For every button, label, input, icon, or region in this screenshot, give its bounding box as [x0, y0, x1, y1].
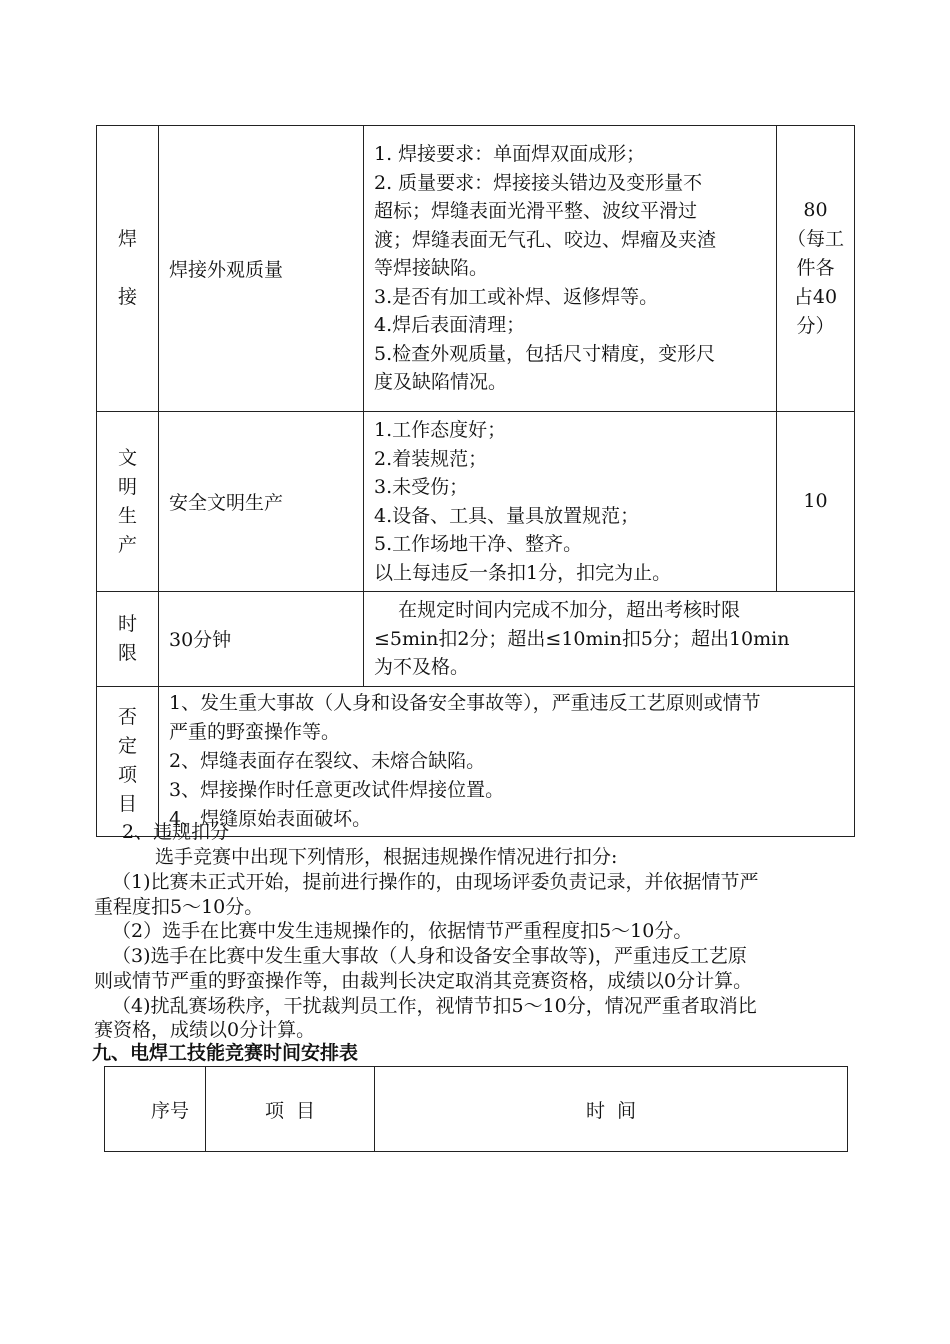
violation-line: （4)扰乱赛场秩序，干扰裁判员工作，视情节扣5～10分，情况严重者取消比 — [112, 995, 757, 1017]
section-title: 2、违规扣分 — [122, 821, 230, 843]
criteria-line: 5.工作场地干净、整齐。 — [374, 533, 583, 555]
criteria-line: 度及缺陷情况。 — [374, 371, 508, 394]
category-line: 时 — [117, 612, 137, 635]
criteria-line: 4.焊后表面清理； — [374, 314, 526, 337]
score-cell — [777, 412, 855, 592]
category-line: 项 — [117, 764, 137, 786]
section-heading: 九、电焊工技能竞赛时间安排表 — [92, 1042, 359, 1064]
score-line: 占40 — [793, 286, 838, 308]
criteria-line: 为不及格。 — [374, 656, 470, 678]
score-line: 件各 — [796, 257, 835, 279]
criteria-line: 4.设备、工具、量具放置规范； — [374, 504, 640, 527]
criteria-line: 1.工作态度好； — [374, 419, 507, 441]
category-line: 产 — [117, 533, 137, 556]
category-line: 生 — [117, 504, 137, 527]
negation-line: 3、焊接操作时任意更改试件焊接位置。 — [169, 778, 505, 801]
category-line: 焊 — [117, 228, 137, 250]
criteria-line: 3.是否有加工或补焊、返修焊等。 — [374, 285, 659, 308]
category-line: 限 — [117, 641, 137, 664]
violation-line: 则或情节严重的野蛮操作等，由裁判长决定取消其竞赛资格，成绩以0分计算。 — [94, 970, 753, 992]
score-line: 10 — [803, 490, 828, 512]
criteria-line: 2.着装规范； — [374, 447, 488, 470]
criteria-line: 在规定时间内完成不加分，超出考核时限 — [374, 599, 741, 621]
section-intro: 选手竞赛中出现下列情形，根据违规操作情况进行扣分: — [155, 846, 618, 868]
table-row — [97, 412, 855, 592]
category-line: 定 — [117, 735, 137, 757]
criteria-cell — [364, 412, 777, 592]
negation-items-cell — [159, 686, 855, 836]
criteria-line: 渡；焊缝表面无气孔、咬边、焊瘤及夹渣 — [374, 228, 717, 251]
header-cell-item: 项 目 — [206, 1067, 375, 1152]
score-line: （每工 — [786, 228, 844, 250]
table-row — [97, 126, 855, 412]
category-cell — [97, 412, 159, 592]
violation-line: （1)比赛未正式开始，提前进行操作的，由现场评委负责记录，并依据情节严 — [112, 871, 759, 893]
violation-line: （3)选手在比赛中发生重大事故（人身和设备安全事故等)，严重违反工艺原 — [112, 945, 747, 967]
category-cell — [97, 126, 159, 412]
item-cell: 安全文明生产 — [159, 412, 364, 592]
negation-line: 2、焊缝表面存在裂纹、未熔合缺陷。 — [169, 749, 486, 772]
table-row — [97, 592, 855, 687]
negation-line: 4、焊缝原始表面破坏。 — [169, 807, 372, 830]
criteria-cell — [364, 592, 855, 687]
criteria-line: 3.未受伤； — [374, 476, 469, 498]
header-cell-time: 时 间 — [375, 1067, 848, 1152]
criteria-line: ≤5min扣2分；超出≤10min扣5分；超出10min — [374, 627, 790, 650]
item-cell: 焊接外观质量 — [159, 126, 364, 412]
negation-line: 严重的野蛮操作等。 — [169, 720, 341, 743]
score-line: 80 — [803, 199, 828, 221]
violation-line: 重程度扣5～10分。 — [94, 896, 264, 918]
criteria-cell — [364, 126, 777, 412]
category-line — [97, 254, 158, 283]
item-cell: 30分钟 — [159, 592, 364, 687]
violation-line: （2）选手在比赛中发生违规操作的，依据情节严重程度扣5～10分。 — [112, 920, 693, 942]
score-cell — [777, 126, 855, 412]
header-cell-index: 序号 — [105, 1067, 206, 1152]
criteria-line: 以上每违反一条扣1分，扣完为止。 — [374, 561, 672, 584]
scoring-table — [96, 125, 855, 837]
criteria-line: 5.检查外观质量，包括尺寸精度，变形尺 — [374, 342, 716, 365]
criteria-line: 2. 质量要求：焊接接头错边及变形量不 — [374, 171, 703, 194]
category-line: 文 — [117, 446, 137, 469]
category-line: 明 — [117, 475, 137, 498]
criteria-line: 超标；焊缝表面光滑平整、波纹平滑过 — [374, 200, 698, 223]
table-row — [97, 686, 855, 836]
violation-line: 赛资格，成绩以0分计算。 — [94, 1019, 316, 1041]
category-cell — [97, 592, 159, 687]
score-line: 分） — [796, 315, 835, 337]
negation-line: 1、发生重大事故（人身和设备安全事故等），严重违反工艺原则或情节 — [169, 691, 761, 714]
criteria-line: 等焊接缺陷。 — [374, 257, 489, 280]
schedule-table — [104, 1066, 848, 1152]
category-cell — [97, 686, 159, 836]
category-line: 接 — [117, 286, 137, 308]
criteria-line: 1. 焊接要求：单面焊双面成形； — [374, 143, 646, 166]
category-line: 否 — [117, 706, 137, 728]
category-line: 目 — [117, 793, 137, 815]
table-header-row — [105, 1067, 848, 1152]
